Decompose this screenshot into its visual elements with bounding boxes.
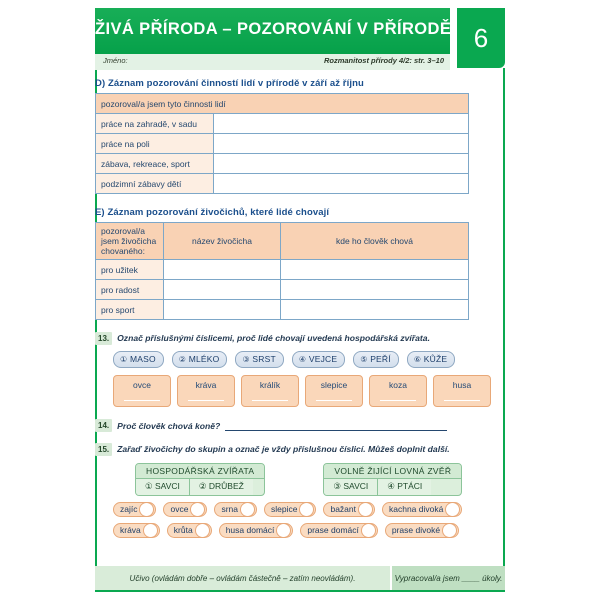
question-15-groups [95, 463, 505, 496]
legend-chip-srst[interactable] [235, 351, 283, 368]
row-input-place[interactable] [281, 280, 469, 300]
pill-label: prase domácí [307, 525, 359, 535]
write-line [316, 400, 352, 401]
pill-label: prase divoké [391, 525, 441, 535]
animal-box-husa[interactable] [433, 375, 491, 407]
write-line [380, 400, 416, 401]
pill-answer-circle[interactable] [139, 502, 154, 517]
section-e-table [95, 222, 469, 320]
pill-krava[interactable] [113, 523, 160, 538]
pill-label: slepice [271, 504, 298, 514]
write-line [124, 400, 160, 401]
page-number-badge: 6 [457, 8, 505, 68]
section-e-title: E) Záznam pozorování živočichů, které lidé chovají [95, 207, 330, 218]
animal-box-ovce[interactable] [113, 375, 171, 407]
chip-label: VEJCE [308, 354, 338, 364]
question-14 [95, 419, 505, 432]
group-subcategories [136, 479, 264, 495]
chip-number-icon: ③ [242, 355, 250, 364]
section-e-col-header-2: kde ho člověk chová [281, 223, 469, 260]
animal-box-label: kráva [195, 379, 217, 390]
question-13-number: 13. [95, 332, 112, 345]
pill-answer-circle[interactable] [190, 502, 205, 517]
row-input-cell[interactable] [214, 154, 469, 174]
pill-answer-circle[interactable] [361, 523, 376, 538]
pill-answer-circle[interactable] [143, 523, 158, 538]
row-input-name[interactable] [164, 280, 281, 300]
table-row [96, 280, 469, 300]
page-title: ŽIVÁ PŘÍRODA – POZOROVÁNÍ V PŘÍRODĚ [95, 20, 452, 38]
group-title: VOLNĚ ŽIJÍCÍ LOVNÁ ZVĚŘ [324, 464, 461, 480]
pill-answer-circle[interactable] [445, 502, 460, 517]
animal-box-label: husa [452, 379, 472, 390]
animal-box-kralik[interactable] [241, 375, 299, 407]
row-label: podzimní zábavy dětí [96, 174, 214, 194]
row-input-cell[interactable] [214, 174, 469, 194]
section-d-table-wrap [95, 93, 505, 194]
sub-number-icon: ① [145, 481, 153, 491]
pill-label: ovce [170, 504, 189, 514]
table-row [96, 260, 469, 280]
animal-box-label: slepice [320, 379, 348, 390]
question-13-text: Označ příslušnými číslicemi, proč lidé chovají uvedená hospodářská zvířata. [117, 333, 430, 343]
animal-box-label: králík [259, 379, 281, 390]
row-label: práce na zahradě, v sadu [96, 114, 214, 134]
sub-label: SAVCI [343, 481, 369, 491]
chip-number-icon: ⑤ [360, 355, 368, 364]
row-label: práce na poli [96, 134, 214, 154]
row-input-name[interactable] [164, 300, 281, 320]
section-d-title: D) Záznam pozorování činností lidí v přírodě v září až říjnu [95, 78, 364, 89]
pill-answer-circle[interactable] [195, 523, 210, 538]
group-sub-ptaci[interactable] [377, 479, 431, 495]
worksheet-content [95, 78, 505, 538]
row-input-place[interactable] [281, 300, 469, 320]
pill-husa-domaci[interactable] [219, 523, 294, 538]
pill-answer-circle[interactable] [299, 502, 314, 517]
table-row [96, 300, 469, 320]
row-label: pro sport [96, 300, 164, 320]
group-volne-zijici-lovna-zver [323, 463, 462, 496]
animal-box-label: koza [389, 379, 407, 390]
subheader-bar [95, 54, 450, 70]
question-15 [95, 443, 505, 456]
row-input-name[interactable] [164, 260, 281, 280]
section-d-header-cell: pozoroval/a jsem tyto činnosti lidí [96, 94, 469, 114]
legend-chip-kuze[interactable] [407, 351, 455, 368]
pill-bazant[interactable] [323, 502, 375, 517]
row-input-cell[interactable] [214, 114, 469, 134]
table-row [96, 114, 469, 134]
question-13-answer-boxes [95, 375, 505, 407]
pill-answer-circle[interactable] [276, 523, 291, 538]
pill-label: kachna divoká [389, 504, 444, 514]
section-e-col-header-1: název živočicha [164, 223, 281, 260]
group-hospodarska-zvirata [135, 463, 265, 496]
legend-chip-mleko[interactable] [172, 351, 228, 368]
footer-task-count: Vypracoval/a jsem ____ úkoly. [392, 566, 505, 590]
write-line [444, 400, 480, 401]
sub-number-icon: ④ [387, 481, 395, 491]
pill-label: krůta [173, 525, 193, 535]
question-15-number: 15. [95, 443, 112, 456]
chip-number-icon: ② [178, 355, 187, 364]
pill-label: kráva [120, 525, 141, 535]
legend-chip-vejce[interactable] [292, 351, 345, 368]
source-reference: Rozmanitost přírody 4/2: str. 3–10 [323, 56, 444, 65]
chip-number-icon: ④ [298, 355, 307, 364]
chip-number-icon: ⑥ [413, 355, 422, 364]
table-row [96, 154, 469, 174]
question-13 [95, 332, 505, 345]
animal-box-krava[interactable] [177, 375, 235, 407]
pill-answer-circle[interactable] [442, 523, 457, 538]
animal-box-koza[interactable] [369, 375, 427, 407]
animal-box-slepice[interactable] [305, 375, 363, 407]
sub-number-icon: ③ [333, 481, 341, 491]
question-15-pills-row-2 [95, 523, 505, 538]
row-input-cell[interactable] [214, 134, 469, 154]
group-subcategories [324, 479, 461, 495]
table-row [96, 223, 469, 260]
table-row [96, 174, 469, 194]
sub-label: PTÁCI [397, 481, 423, 491]
pill-label: bažant [330, 504, 356, 514]
question-14-text: Proč člověk chová koně? [117, 420, 221, 431]
section-e-col-header-0: pozoroval/a jsem živočicha chovaného: [96, 223, 164, 260]
name-field-label: Jméno: [103, 56, 128, 65]
legend-chip-maso[interactable] [113, 351, 164, 368]
chip-label: KŮŽE [423, 354, 448, 364]
animal-box-label: ovce [133, 379, 151, 390]
sub-label: DRŮBEŽ [208, 481, 244, 491]
legend-chip-peri[interactable] [353, 351, 399, 368]
pill-kachna-divoka[interactable] [382, 502, 462, 517]
pill-answer-circle[interactable] [240, 502, 255, 517]
sub-label: SAVCI [155, 481, 180, 491]
group-sub-savci[interactable] [136, 479, 189, 495]
pill-prase-domaci[interactable] [300, 523, 378, 538]
table-row [96, 94, 469, 114]
title-bar [95, 8, 450, 54]
row-label: pro užitek [96, 260, 164, 280]
write-line [252, 400, 288, 401]
frame-line-bottom [95, 590, 505, 592]
group-sub-drubez[interactable] [189, 479, 253, 495]
row-label: pro radost [96, 280, 164, 300]
pill-kruta[interactable] [167, 523, 212, 538]
chip-label: SRST [252, 354, 276, 364]
table-row [96, 134, 469, 154]
pill-ovce[interactable] [163, 502, 207, 517]
question-14-answer-input[interactable] [225, 421, 447, 431]
group-sub-savci-divoci[interactable] [324, 479, 377, 495]
row-input-place[interactable] [281, 260, 469, 280]
question-15-text: Zařaď živočichy do skupin a označ je vždy příslušnou číslicí. Můžeš doplnit další. [117, 443, 450, 454]
group-title: HOSPODÁŘSKÁ ZVÍŘATA [136, 464, 264, 480]
pill-srna[interactable] [214, 502, 257, 517]
footer-selfassessment: Učivo (ovládám dobře – ovládám částečně – zatím neovládám). [95, 566, 392, 590]
pill-zajic[interactable] [113, 502, 156, 517]
page-header [95, 8, 505, 70]
chip-label: MLÉKO [188, 354, 220, 364]
section-d-table [95, 93, 469, 194]
pill-answer-circle[interactable] [358, 502, 373, 517]
question-13-legend [95, 351, 505, 368]
question-14-number: 14. [95, 419, 112, 432]
chip-label: MASO [129, 354, 156, 364]
chip-number-icon: ① [120, 355, 128, 364]
section-e-table-wrap [95, 222, 505, 320]
chip-label: PEŘÍ [370, 354, 391, 364]
pill-label: zajíc [120, 504, 138, 514]
pill-label: srna [221, 504, 238, 514]
sub-number-icon: ② [198, 481, 207, 491]
write-line [188, 400, 224, 401]
pill-slepice[interactable] [264, 502, 316, 517]
row-label: zábava, rekreace, sport [96, 154, 214, 174]
page-footer [95, 566, 505, 590]
pill-label: husa domácí [225, 525, 275, 535]
pill-prase-divoke[interactable] [385, 523, 459, 538]
question-15-pills-row-1 [95, 502, 505, 517]
